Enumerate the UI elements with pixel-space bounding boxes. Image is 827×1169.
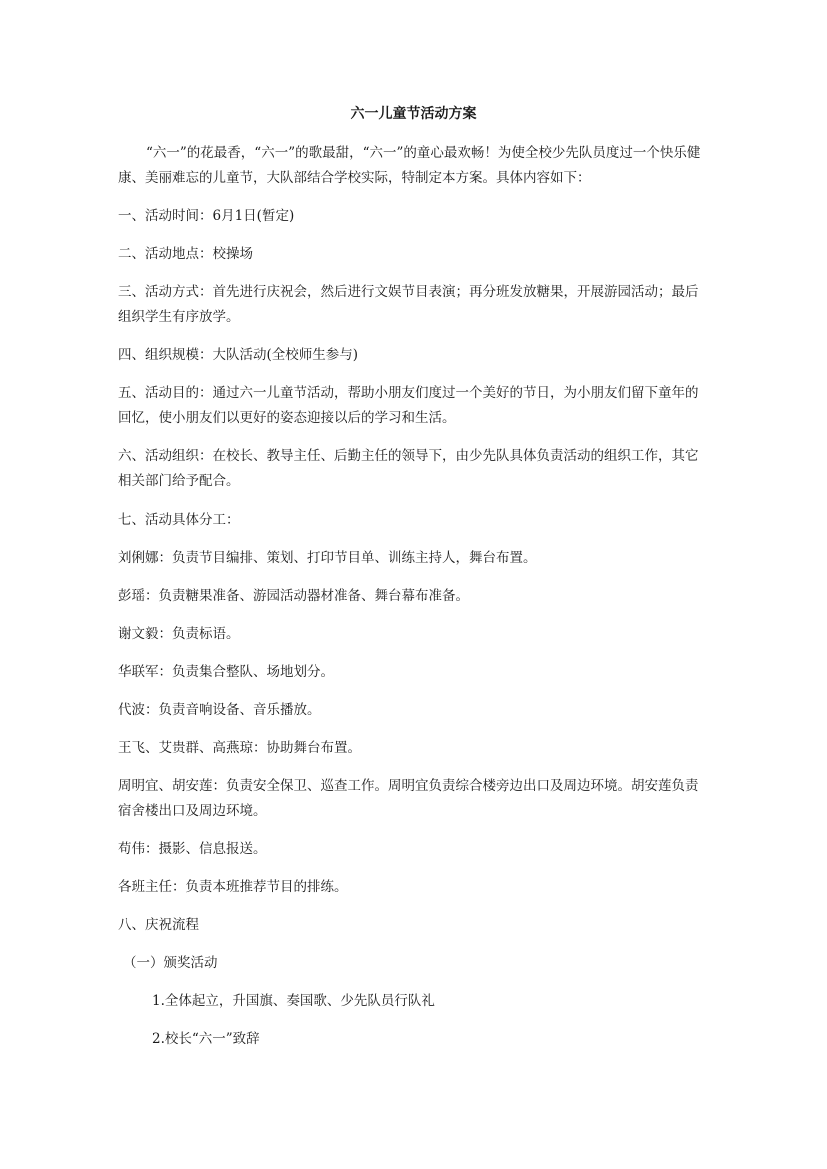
intro-paragraph: “六一”的花最香，“六一”的歌最甜，“六一”的童心最欢畅！为使全校少先队员度过一个快乐健康、美丽难忘的儿童节，大队部结合学校实际，特制定本方案。具体内容如下： <box>118 145 701 186</box>
duty-item: 各班主任：负责本班推荐节目的排练。 <box>118 879 348 895</box>
duty-item: 刘俐娜：负责节目编排、策划、打印节目单、训练主持人，舞台布置。 <box>118 550 537 566</box>
duty-item: 彭瑶：负责糖果准备、游园活动器材准备、舞台幕布准备。 <box>118 588 469 604</box>
celebration-process-heading: 八、庆祝流程 <box>118 917 199 933</box>
organization-scale: 四、组织规模：大队活动(全校师生参与) <box>118 347 359 363</box>
duty-item: 华联军：负责集合整队、场地划分。 <box>118 664 334 680</box>
activity-method: 三、活动方式：首先进行庆祝会，然后进行文娱节目表演；再分班发放糖果，开展游园活动；最后组织学生有序放学。 <box>118 284 699 325</box>
process-step: 1.全体起立，升国旗、奏国歌、少先队员行队礼 <box>152 993 435 1009</box>
division-heading: 七、活动具体分工： <box>118 512 240 528</box>
duty-item: 代波：负责音响设备、音乐播放。 <box>118 702 321 718</box>
duty-item: 苟伟：摄影、信息报送。 <box>118 841 267 857</box>
document-title: 六一儿童节活动方案 <box>350 106 477 122</box>
activity-organization: 六、活动组织：在校长、教导主任、后勤主任的领导下，由少先队具体负责活动的组织工作，其它相关部门给予配合。 <box>118 448 699 489</box>
duty-item: 谢文毅：负责标语。 <box>118 626 240 642</box>
activity-purpose: 五、活动目的：通过六一儿童节活动，帮助小朋友们度过一个美好的节日，为小朋友们留下童年的回忆，使小朋友们以更好的姿态迎接以后的学习和生活。 <box>118 385 699 426</box>
activity-time: 一、活动时间：6月1日(暂定) <box>118 208 295 224</box>
duty-item: 周明宜、胡安莲：负责安全保卫、巡查工作。周明宜负责综合楼旁边出口及周边环境。胡安莲负责宿舍楼出口及周边环境。 <box>118 778 699 819</box>
process-step: 2.校长“六一”致辞 <box>152 1031 260 1047</box>
activity-location: 二、活动地点：校操场 <box>118 246 253 262</box>
duty-item: 王飞、艾贵群、高燕琼：协助舞台布置。 <box>118 740 361 756</box>
award-subheading: （一）颁奖活动 <box>123 955 218 971</box>
